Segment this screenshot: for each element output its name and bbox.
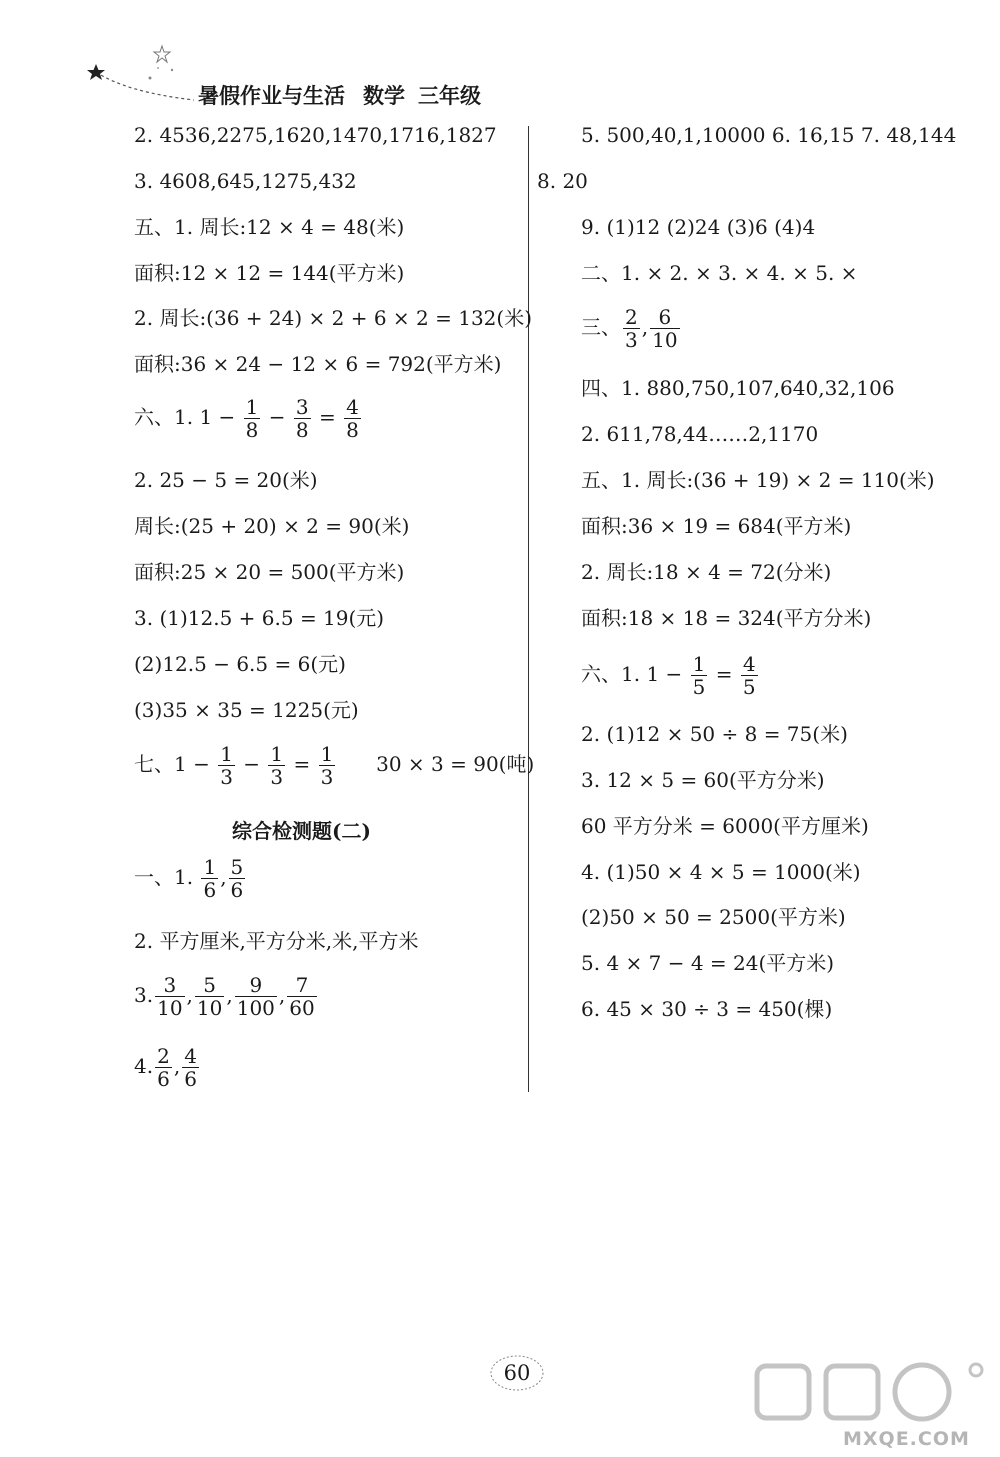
answer-line: 2. 平方厘米,平方分米,米,平方米 [134,929,419,953]
page-number: 60 [503,1361,531,1385]
answer-line-fraction: 六、1. 1 − $\frac{1}{8}$ − $\frac{3}{8}$ = $\frac{4}{8}$ [134,395,359,442]
star-swoosh-decoration-icon [86,42,198,108]
book-title: 暑假作业与生活 [198,83,345,108]
fraction: $\frac{2}{3}$ [625,305,638,352]
watermark-logo-icon [752,1360,992,1434]
answer-line: 3. (1)12.5 + 6.5 = 19(元) [134,606,385,630]
answer-line: 60 平方分米 = 6000(平方厘米) [581,814,869,838]
answer-line: 3. 4608,645,1275,432 [134,169,357,193]
answer-line: 五、1. 周长:(36 + 19) × 2 = 110(米) [581,468,935,492]
answer-line: 2. 周长:18 × 4 = 72(分米) [581,560,832,584]
fraction: $\frac{4}{5}$ [742,652,756,699]
answer-line: (2)50 × 50 = 2500(平方米) [581,905,846,929]
fraction: $\frac{2}{6}$ [157,1044,170,1091]
answer-line-fraction: 一、1. $\frac{1}{6}$ , $\frac{5}{6}$ [134,855,244,902]
answer-line: 2. 周长:(36 + 24) × 2 + 6 × 2 = 132(米) [134,306,532,330]
fraction: $\frac{4}{6}$ [184,1044,197,1091]
answer-line: 2. 611,78,44……2,1170 [581,422,819,446]
answer-line-fraction: 三、 $\frac{2}{3}$ , $\frac{6}{10}$ [581,305,678,352]
answer-line-fraction: 4. $\frac{2}{6}$ , $\frac{4}{6}$ [134,1044,197,1091]
fraction: $\frac{5}{6}$ [230,855,244,902]
answer-line: 五、1. 周长:12 × 4 = 48(米) [134,215,405,239]
answer-line: 二、1. × 2. × 3. × 4. × 5. × [581,261,858,285]
fraction: $\frac{4}{8}$ [346,395,359,442]
answer-line: 2. 4536,2275,1620,1470,1716,1827 [134,123,497,147]
answer-line: 面积:36 × 19 = 684(平方米) [581,514,852,538]
answer-line: (2)12.5 − 6.5 = 6(元) [134,652,346,676]
answer-line: 面积:25 × 20 = 500(平方米) [134,560,405,584]
fraction: $\frac{3}{10}$ [157,973,183,1020]
answer-line: 5. 4 × 7 − 4 = 24(平方米) [581,951,835,975]
answer-line: 2. (1)12 × 50 ÷ 8 = 75(米) [581,722,848,746]
fraction: $\frac{1}{3}$ [270,742,284,789]
section-heading: 综合检测题(二) [232,819,371,843]
answer-line: (3)35 × 35 = 1225(元) [134,698,359,722]
fraction: $\frac{9}{100}$ [236,973,275,1020]
answer-line: 面积:36 × 24 − 12 × 6 = 792(平方米) [134,352,502,376]
fraction: $\frac{1}{3}$ [220,742,233,789]
answer-line-fraction: 3. $\frac{3}{10}$ , $\frac{5}{10}$ , $\frac{9}{100}$ , $\frac{7}{60}$ [134,973,315,1020]
answer-line: 周长:(25 + 20) × 2 = 90(米) [134,514,410,538]
answer-line: 8. 20 [537,169,588,193]
answer-line: 2. 25 − 5 = 20(米) [134,468,318,492]
answer-line: 9. (1)12 (2)24 (3)6 (4)4 [581,215,816,239]
fraction: $\frac{5}{10}$ [196,973,223,1020]
answer-line: 面积:18 × 18 = 324(平方分米) [581,606,872,630]
answer-line-fraction: 七、1 − $\frac{1}{3}$ − $\frac{1}{3}$ = $\frac{1}{3}$ 30 × 3 = 90(吨) [134,742,535,789]
watermark-url: MXQE.COM [843,1428,970,1450]
fraction: $\frac{3}{8}$ [295,395,309,442]
answer-line: 6. 45 × 30 ÷ 3 = 450(棵) [581,997,833,1021]
grade-label: 三年级 [418,83,481,108]
fraction: $\frac{7}{60}$ [289,973,315,1020]
fraction: $\frac{6}{10}$ [652,305,678,352]
answer-line: 3. 12 × 5 = 60(平方分米) [581,768,825,792]
column-divider [528,126,529,1092]
subject-label: 数学 [363,83,405,108]
answer-line: 5. 500,40,1,10000 6. 16,15 7. 48,144 [581,123,957,147]
line-prefix: 六、1. 1 − [134,405,236,429]
fraction: $\frac{1}{8}$ [245,395,259,442]
page-number-badge [489,1353,545,1393]
answer-line-fraction: 六、1. 1 − $\frac{1}{5}$ = $\frac{4}{5}$ [581,652,756,699]
answer-line: 4. (1)50 × 4 × 5 = 1000(米) [581,860,861,884]
fraction: $\frac{1}{3}$ [320,742,334,789]
answer-line: 面积:12 × 12 = 144(平方米) [134,261,405,285]
fraction: $\frac{1}{5}$ [692,652,706,699]
fraction: $\frac{1}{6}$ [203,855,217,902]
answer-line: 四、1. 880,750,107,640,32,106 [581,376,895,400]
